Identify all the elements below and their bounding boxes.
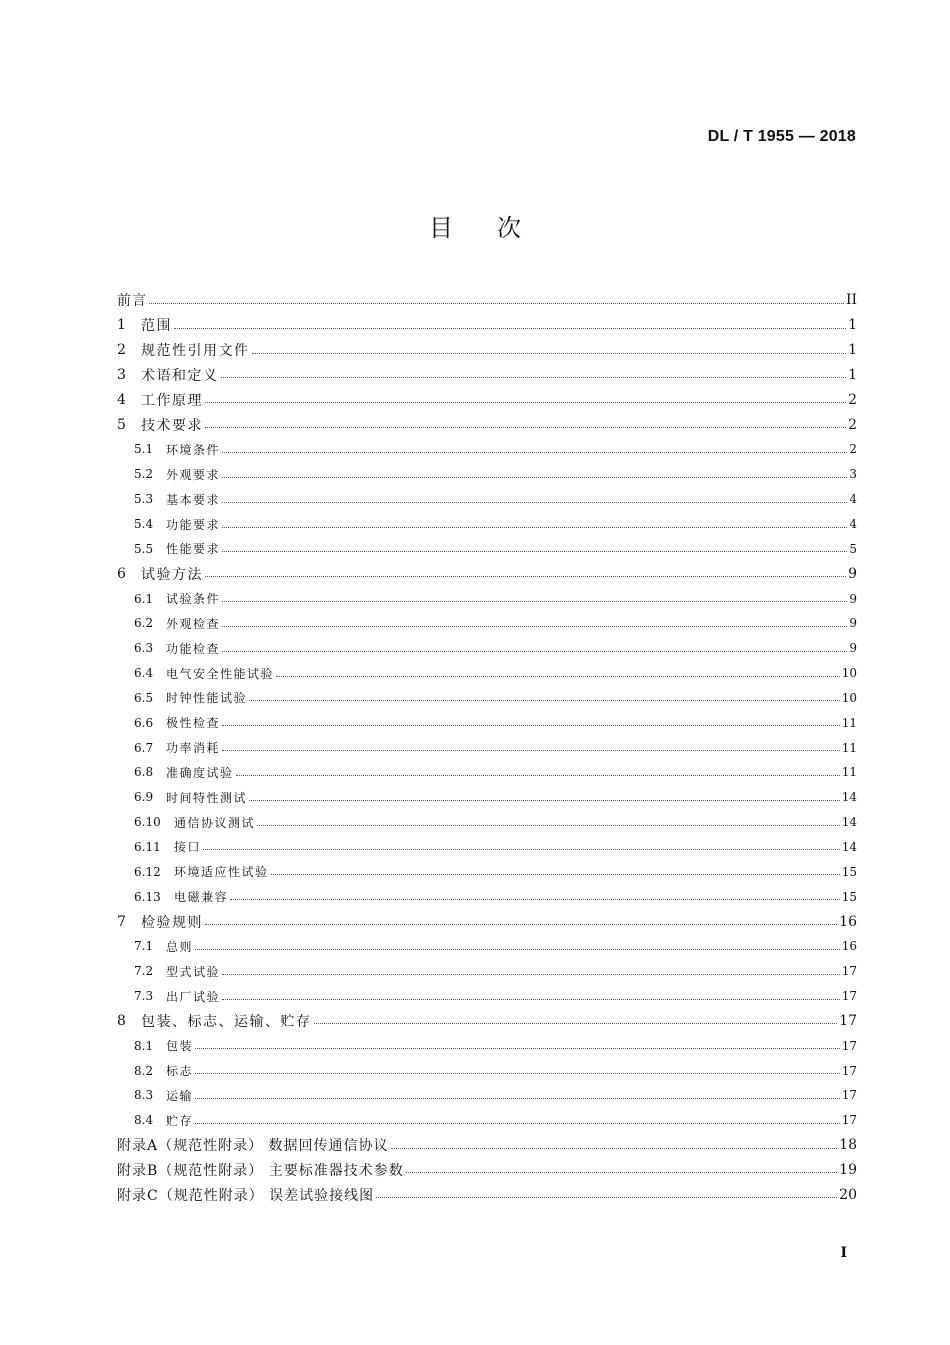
toc-entry-title: 工作原理 <box>141 392 203 409</box>
toc-entry-title: 前言 <box>117 293 147 310</box>
dot-leader <box>205 924 837 925</box>
toc-entry-title: 运输 <box>166 1088 194 1103</box>
toc-entry-page: 1 <box>848 366 857 383</box>
toc-entry[interactable] <box>117 288 857 313</box>
toc-entry-page: 5 <box>849 541 857 556</box>
toc-entry[interactable] <box>117 686 857 711</box>
toc-entry-title: 准确度试验 <box>166 765 234 780</box>
toc-entry[interactable] <box>117 487 857 512</box>
toc-entry-title: 时钟性能试验 <box>166 691 248 706</box>
toc-entry-number: 5 <box>117 416 126 433</box>
dot-leader <box>276 676 840 677</box>
toc-entry[interactable] <box>117 959 857 984</box>
toc-entry-title: 环境条件 <box>166 442 221 457</box>
dot-leader <box>222 974 840 975</box>
toc-entry[interactable] <box>117 735 857 760</box>
toc-entry-page: 11 <box>841 765 857 780</box>
toc-entry-title: 出厂试验 <box>166 989 221 1004</box>
toc-entry-title: 极性检查 <box>166 716 221 731</box>
toc-entry-title: 时间特性测试 <box>166 790 248 805</box>
toc-entry-number: 6.7 <box>134 740 154 755</box>
toc-entry-page: 4 <box>849 492 857 507</box>
toc-entry-title: 通信协议测试 <box>174 815 256 830</box>
toc-entry[interactable] <box>117 661 857 686</box>
toc-entry-page: 17 <box>839 1012 857 1029</box>
toc-entry-number: 5.3 <box>134 492 154 507</box>
toc-entry-title: 标志 <box>166 1064 194 1079</box>
toc-entry[interactable] <box>117 1108 857 1133</box>
toc-entry-number: 8 <box>117 1012 126 1029</box>
toc-entry[interactable] <box>117 512 857 537</box>
toc-entry-title: 试验条件 <box>166 592 221 607</box>
toc-entry-number: 5.1 <box>134 442 154 457</box>
toc-entry-title: 包装、标志、运输、贮存 <box>141 1013 312 1030</box>
toc-entry-title: 外观要求 <box>166 467 221 482</box>
dot-leader <box>222 551 847 552</box>
toc-entry-title: 性能要求 <box>166 542 221 557</box>
toc-entry-page: 9 <box>848 565 857 582</box>
toc-entry[interactable] <box>117 934 857 959</box>
toc-entry[interactable] <box>117 1158 857 1183</box>
toc-entry-number: 8.2 <box>134 1063 154 1078</box>
toc-entry[interactable] <box>117 636 857 661</box>
dot-leader <box>391 1148 838 1149</box>
toc-entry[interactable] <box>117 760 857 785</box>
dot-leader <box>195 1123 840 1124</box>
dot-leader <box>271 874 840 875</box>
toc-entry-title: 试验方法 <box>141 566 203 583</box>
dot-leader <box>195 949 840 950</box>
toc-entry-number: 8.3 <box>134 1088 154 1103</box>
dot-leader <box>195 1098 840 1099</box>
toc-entry[interactable] <box>117 884 857 909</box>
dot-leader <box>222 601 847 602</box>
dot-leader <box>249 800 840 801</box>
toc-entry-page: 1 <box>848 317 857 334</box>
toc-entry[interactable] <box>117 536 857 561</box>
toc-entry[interactable] <box>117 1133 857 1158</box>
toc-entry[interactable] <box>117 437 857 462</box>
toc-entry[interactable] <box>117 810 857 835</box>
toc-entry[interactable] <box>117 1058 857 1083</box>
toc-entry[interactable] <box>117 611 857 636</box>
toc-entry-page: 3 <box>849 467 857 482</box>
toc-entry-title: 贮存 <box>166 1113 194 1128</box>
dot-leader <box>205 427 846 428</box>
dot-leader <box>252 353 847 354</box>
toc-entry[interactable] <box>117 412 857 437</box>
dot-leader <box>222 527 847 528</box>
toc-entry-number: 6.4 <box>134 666 154 681</box>
toc-entry-number: 7.1 <box>134 939 154 954</box>
dot-leader <box>149 303 844 304</box>
dot-leader <box>222 477 847 478</box>
toc-entry-number: 5.4 <box>134 517 154 532</box>
toc-entry-page: 14 <box>841 790 857 805</box>
toc-entry-page: 1 <box>848 342 857 359</box>
toc-entry-number: 2 <box>117 342 126 359</box>
toc-entry-number: 8.1 <box>134 1038 154 1053</box>
toc-entry-page: 17 <box>841 1038 857 1053</box>
toc-entry-page: 15 <box>841 889 857 904</box>
toc-entry-title: 包装 <box>166 1039 194 1054</box>
page-number: I <box>840 1245 847 1261</box>
toc-entry-page: 9 <box>849 591 857 606</box>
toc-entry-title: 总则 <box>166 939 194 954</box>
toc-entry-number: 7 <box>117 913 126 930</box>
toc-entry[interactable] <box>117 859 857 884</box>
toc-entry[interactable] <box>117 387 857 412</box>
toc-entry-number: 6.6 <box>134 715 154 730</box>
toc-entry-title: 范围 <box>141 318 172 335</box>
dot-leader <box>236 775 840 776</box>
dot-leader <box>376 1197 837 1198</box>
dot-leader <box>203 849 840 850</box>
dot-leader <box>257 825 840 826</box>
toc-entry-title: 型式试验 <box>166 964 221 979</box>
toc-entry-page: 9 <box>849 641 857 656</box>
toc-entry-number: 4 <box>117 391 126 408</box>
toc-entry-page: 10 <box>841 690 857 705</box>
toc-entry-number: 8.4 <box>134 1113 154 1128</box>
toc-entry[interactable] <box>117 363 857 388</box>
toc-entry-number: 6.1 <box>134 591 154 606</box>
toc-entry-title: 功能检查 <box>166 641 221 656</box>
toc-entry-title: 电磁兼容 <box>174 890 229 905</box>
toc-entry-title: 接口 <box>174 840 202 855</box>
toc-entry-page: 16 <box>841 939 857 954</box>
toc-entry-number: 6.12 <box>134 864 161 879</box>
toc-entry-number: 6.3 <box>134 641 154 656</box>
toc-entry-page: 2 <box>848 391 857 408</box>
toc-entry-page: 14 <box>841 839 857 854</box>
toc-entry-number: 5.2 <box>134 467 154 482</box>
toc-entry[interactable] <box>117 561 857 586</box>
toc-entry-title: 电气安全性能试验 <box>166 666 275 681</box>
dot-leader <box>195 1073 840 1074</box>
toc-entry[interactable] <box>117 313 857 338</box>
toc-entry-title: 功率消耗 <box>166 741 221 756</box>
toc-entry[interactable] <box>117 984 857 1009</box>
dot-leader <box>222 502 847 503</box>
toc-entry-page: 19 <box>839 1161 857 1178</box>
toc-entry[interactable] <box>117 338 857 363</box>
dot-leader <box>249 700 840 701</box>
dot-leader <box>174 328 846 329</box>
toc-entry[interactable] <box>117 1083 857 1108</box>
toc-entry-number: 7.3 <box>134 989 154 1004</box>
toc-entry[interactable] <box>117 1008 857 1033</box>
toc-entry-page: 2 <box>849 442 857 457</box>
standard-code: DL / T 1955 — 2018 <box>707 128 856 145</box>
toc-entry-title: 功能要求 <box>166 517 221 532</box>
toc-entry[interactable] <box>117 710 857 735</box>
toc-entry-page: 17 <box>841 1063 857 1078</box>
dot-leader <box>205 576 846 577</box>
toc-entry-page: 17 <box>841 1088 857 1103</box>
toc-entry-page: II <box>845 292 857 309</box>
toc-entry-page: 2 <box>848 416 857 433</box>
toc-entry-number: 6.10 <box>134 815 161 830</box>
toc-entry-page: 9 <box>849 616 857 631</box>
toc-entry[interactable] <box>117 462 857 487</box>
toc-entry[interactable] <box>117 835 857 860</box>
dot-leader <box>230 899 840 900</box>
toc-entry-number: 6.8 <box>134 765 154 780</box>
toc-entry-number: 7.2 <box>134 964 154 979</box>
toc-entry-page: 16 <box>839 913 857 930</box>
toc-entry-title: 附录A（规范性附录） 数据回传通信协议 <box>117 1138 389 1155</box>
dot-leader <box>222 452 847 453</box>
toc-entry-number: 1 <box>117 317 126 334</box>
toc-entry-number: 6.9 <box>134 790 154 805</box>
toc-entry-title: 检验规则 <box>141 914 203 931</box>
toc-entry-title: 外观检查 <box>166 616 221 631</box>
toc-entry-number: 5.5 <box>134 541 154 556</box>
toc-entry-page: 17 <box>841 1113 857 1128</box>
toc-entry-number: 3 <box>117 366 126 383</box>
toc-entry-page: 20 <box>839 1186 857 1203</box>
dot-leader <box>222 725 840 726</box>
page-title: 目次 <box>429 214 565 242</box>
toc-entry-page: 15 <box>841 864 857 879</box>
toc-entry-page: 11 <box>841 740 857 755</box>
toc-entry-number: 6 <box>117 565 126 582</box>
toc-entry-page: 18 <box>839 1137 857 1154</box>
dot-leader <box>314 1023 838 1024</box>
toc-entry[interactable] <box>117 1182 857 1207</box>
toc-entry-number: 6.5 <box>134 690 154 705</box>
toc-entry-page: 11 <box>841 715 857 730</box>
dot-leader <box>222 750 840 751</box>
toc-entry-title: 环境适应性试验 <box>174 865 269 880</box>
toc-entry-title: 规范性引用文件 <box>141 343 250 360</box>
toc-entry-title: 基本要求 <box>166 492 221 507</box>
toc-entry[interactable] <box>117 1033 857 1058</box>
dot-leader <box>195 1048 840 1049</box>
toc-entry-page: 17 <box>841 989 857 1004</box>
toc-entry[interactable] <box>117 909 857 934</box>
toc-entry-page: 10 <box>841 666 857 681</box>
dot-leader <box>221 377 847 378</box>
toc-entry[interactable] <box>117 785 857 810</box>
toc-entry-title: 术语和定义 <box>141 367 219 384</box>
toc-entry-number: 6.13 <box>134 889 161 904</box>
toc-entry-number: 6.11 <box>134 839 161 854</box>
dot-leader <box>406 1172 837 1173</box>
toc-entry-page: 14 <box>841 815 857 830</box>
toc-entry-number: 6.2 <box>134 616 154 631</box>
toc-entry-title: 技术要求 <box>141 417 203 434</box>
dot-leader <box>205 402 846 403</box>
toc-entry[interactable] <box>117 586 857 611</box>
toc-entry-page: 17 <box>841 964 857 979</box>
toc-entry-title: 附录B（规范性附录） 主要标准器技术参数 <box>117 1162 404 1179</box>
toc-entry-title: 附录C（规范性附录） 误差试验接线图 <box>117 1187 375 1204</box>
dot-leader <box>222 626 847 627</box>
table-of-contents <box>117 288 857 1207</box>
dot-leader <box>222 999 840 1000</box>
dot-leader <box>222 651 847 652</box>
toc-entry-page: 4 <box>849 517 857 532</box>
